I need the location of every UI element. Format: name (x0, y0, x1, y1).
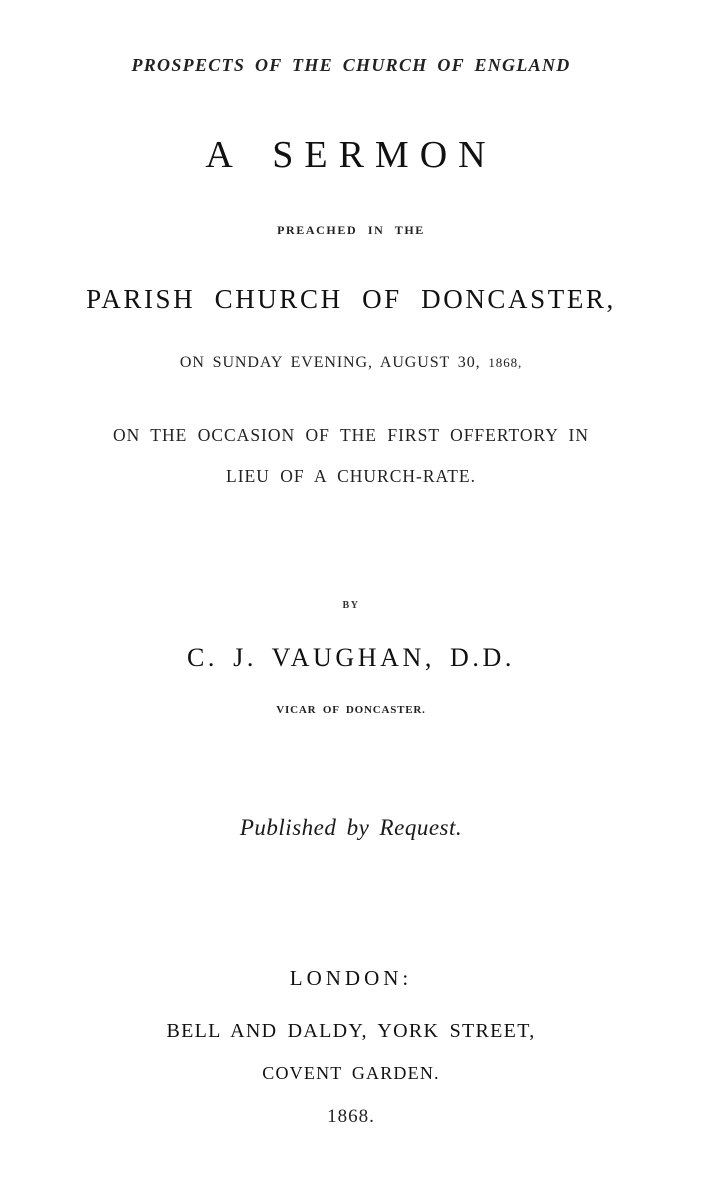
imprint-publisher: BELL AND DALDY, YORK STREET, (166, 1020, 536, 1042)
sermon-date-text: ON SUNDAY EVENING, AUGUST 30, (179, 354, 489, 371)
sermon-date-year: 1868, (488, 355, 523, 370)
preached-in-line: PREACHED IN THE (277, 223, 425, 237)
imprint-year: 1868. (327, 1106, 375, 1127)
occasion-line-1: ON THE OCCASION OF THE FIRST OFFERTORY IN (112, 425, 590, 445)
church-name: PARISH CHURCH OF DONCASTER, (86, 284, 616, 314)
author-title: VICAR OF DONCASTER. (276, 704, 426, 716)
imprint-address: COVENT GARDEN. (262, 1063, 440, 1083)
author-name: C. J. VAUGHAN, D.D. (186, 643, 516, 672)
running-title: PROSPECTS OF THE CHURCH OF ENGLAND (131, 55, 571, 75)
imprint-city: LONDON: (289, 966, 413, 990)
sermon-heading: A SERMON (205, 134, 497, 176)
by-label: BY (342, 600, 360, 611)
sermon-date (0, 355, 702, 371)
published-note: Published by Request. (239, 815, 463, 840)
occasion-line-2: LIEU OF A CHURCH-RATE. (226, 466, 476, 486)
